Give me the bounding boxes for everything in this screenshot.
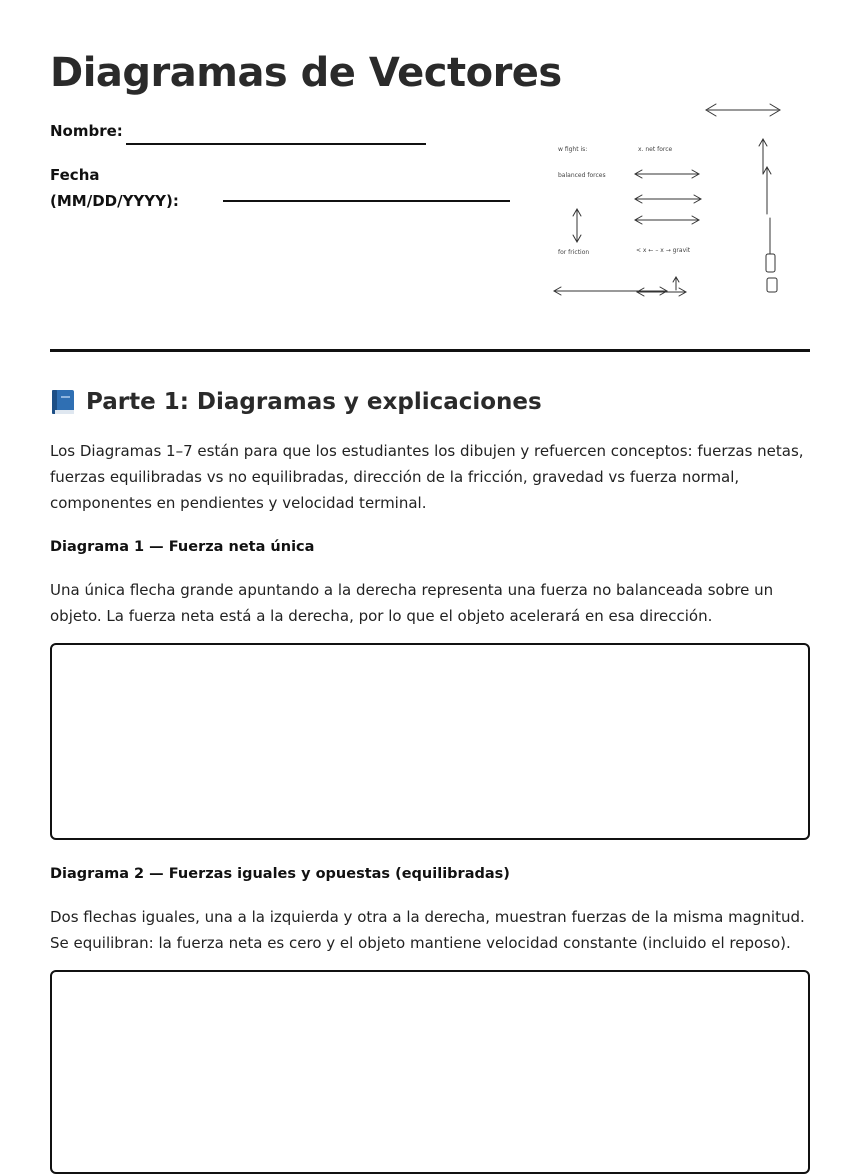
date-label-line2: (MM/DD/YYYY): <box>50 192 179 210</box>
diagram-1-heading: Diagrama 1 — Fuerza neta única <box>50 539 315 555</box>
diagram-2-text: Dos flechas iguales, una a la izquierda y otra a la derecha, muestran fuerzas de la misma magnitud. Se equilibran: la fuerza neta es cero y el objeto mantiene velocidad constante (incluido el reposo). <box>50 908 805 952</box>
part1-heading-text: Parte 1: Diagramas y explicaciones <box>86 389 542 415</box>
diagram-1-text: Una única flecha grande apuntando a la derecha representa una fuerza no balanceada sobre un objeto. La fuerza neta está a la derecha, por lo que el objeto acelerará en esa dirección. <box>50 581 774 625</box>
part1-heading <box>50 388 542 416</box>
sketch-label-weight: w fight is: <box>558 146 588 153</box>
name-field[interactable] <box>126 143 426 145</box>
sketch-label-net-force: x. net force <box>638 146 673 153</box>
sketch-label-friction: for friction <box>558 249 590 256</box>
part1-intro: Los Diagramas 1–7 están para que los estudiantes los dibujen y refuercen conceptos: fuerzas netas, fuerzas equilibradas vs no equilibradas, dirección de la fricción, gravedad vs fuerza normal, componentes en pendientes y velocidad terminal. <box>50 442 804 512</box>
sketch-label-balanced: balanced forces <box>558 172 606 179</box>
section-divider <box>50 349 810 352</box>
page-title: Diagramas de Vectores <box>50 50 562 96</box>
name-label: Nombre: <box>50 122 123 140</box>
diagram-1-drawing-box[interactable] <box>50 643 810 840</box>
sketch-label-gravity: < x ← – x → gravit <box>636 247 691 254</box>
date-label-line1: Fecha <box>50 166 100 184</box>
blue-book-icon <box>50 388 76 416</box>
diagram-2-drawing-box[interactable] <box>50 970 810 1174</box>
vector-sketch-image <box>550 96 790 306</box>
diagram-2-heading: Diagrama 2 — Fuerzas iguales y opuestas (equilibradas) <box>50 866 510 882</box>
date-field[interactable] <box>223 200 510 202</box>
